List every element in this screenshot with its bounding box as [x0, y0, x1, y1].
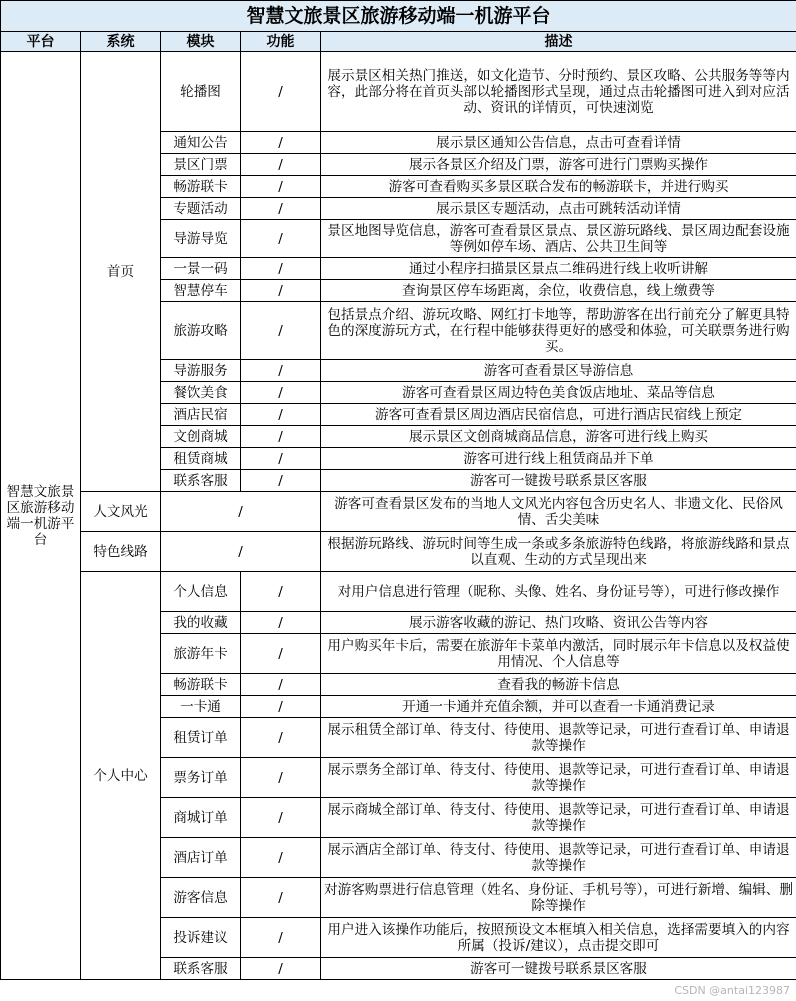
function-cell: /: [241, 176, 321, 198]
description-cell: 包括景点介绍、游玩攻略、网红打卡地等，帮助游客在出行前充分了解更具特色的深度游玩方式，在行程中能够获得更好的感受和体验，可关联票务进行购买。: [321, 302, 796, 360]
system-cell: 个人中心: [81, 572, 161, 980]
description-cell: 对用户信息进行管理（昵称、头像、姓名、身份证号等），可进行修改操作: [321, 572, 796, 612]
function-cell: /: [241, 132, 321, 154]
description-cell: 对游客购票进行信息管理（姓名、身份证、手机号等），可进行新增、编辑、删除等操作: [321, 878, 796, 918]
description-cell: 游客可一键拨号联系景区客服: [321, 470, 796, 492]
function-cell: /: [241, 634, 321, 674]
module-cell: /: [161, 532, 321, 572]
table-row: [1, 572, 796, 612]
description-cell: 用户进入该操作功能后，按照预设文本框填入相关信息，选择需要填入的内容所属（投诉/建议），点击提交即可: [321, 918, 796, 958]
module-cell: 我的收藏: [161, 612, 241, 634]
header-description: 描述: [321, 32, 796, 52]
module-cell: 景区门票: [161, 154, 241, 176]
module-cell: 畅游联卡: [161, 674, 241, 696]
function-cell: /: [241, 404, 321, 426]
module-cell: 畅游联卡: [161, 176, 241, 198]
function-cell: /: [241, 302, 321, 360]
function-cell: /: [241, 52, 321, 132]
header-system: 系统: [81, 32, 161, 52]
function-cell: /: [241, 154, 321, 176]
function-cell: /: [241, 838, 321, 878]
description-cell: 游客可查看购买多景区联合发布的畅游联卡，并进行购买: [321, 176, 796, 198]
module-cell: 酒店订单: [161, 838, 241, 878]
module-cell: 酒店民宿: [161, 404, 241, 426]
description-cell: 展示各景区介绍及门票，游客可进行门票购买操作: [321, 154, 796, 176]
function-cell: /: [241, 280, 321, 302]
module-cell: 租赁商城: [161, 448, 241, 470]
module-cell: 个人信息: [161, 572, 241, 612]
module-cell: 智慧停车: [161, 280, 241, 302]
function-cell: /: [241, 918, 321, 958]
module-cell: 导游导览: [161, 220, 241, 258]
function-cell: /: [241, 360, 321, 382]
table-row: [1, 52, 796, 132]
description-cell: 游客可一键拨号联系景区客服: [321, 958, 796, 980]
module-cell: 旅游年卡: [161, 634, 241, 674]
module-cell: 一景一码: [161, 258, 241, 280]
description-cell: 展示景区专题活动，点击可跳转活动详情: [321, 198, 796, 220]
header-platform: 平台: [1, 32, 81, 52]
description-cell: 展示景区相关热门推送，如文化造节、分时预约、景区攻略、公共服务等等内容，此部分将在首页头部以轮播图形式呈现，通过点击轮播图可进入到对应活动、资讯的详情页，可快速浏览: [321, 52, 796, 132]
module-cell: 联系客服: [161, 958, 241, 980]
module-cell: 文创商城: [161, 426, 241, 448]
description-cell: 展示景区文创商城商品信息，游客可进行线上购买: [321, 426, 796, 448]
description-cell: 游客可查看景区导游信息: [321, 360, 796, 382]
table-row: [1, 532, 796, 572]
table-body: [1, 52, 796, 980]
description-cell: 查看我的畅游卡信息: [321, 674, 796, 696]
module-cell: 旅游攻略: [161, 302, 241, 360]
description-cell: 游客可查看景区周边酒店民宿信息，可进行酒店民宿线上预定: [321, 404, 796, 426]
function-cell: /: [241, 470, 321, 492]
description-cell: 展示游客收藏的游记、热门攻略、资讯公告等内容: [321, 612, 796, 634]
module-cell: 通知公告: [161, 132, 241, 154]
description-cell: 展示景区通知公告信息，点击可查看详情: [321, 132, 796, 154]
watermark: CSDN @antai123987: [674, 984, 790, 997]
module-cell: /: [161, 492, 321, 532]
function-cell: /: [241, 674, 321, 696]
module-cell: 导游服务: [161, 360, 241, 382]
description-cell: 用户购买年卡后，需要在旅游年卡菜单内激活，同时展示年卡信息以及权益使用情况、个人信息等: [321, 634, 796, 674]
description-cell: 查询景区停车场距离，余位，收费信息，线上缴费等: [321, 280, 796, 302]
header-row: [1, 32, 796, 52]
description-cell: 游客可查看景区周边特色美食饭店地址、菜品等信息: [321, 382, 796, 404]
module-cell: 游客信息: [161, 878, 241, 918]
function-cell: /: [241, 612, 321, 634]
function-cell: /: [241, 448, 321, 470]
system-cell: 首页: [81, 52, 161, 492]
module-cell: 联系客服: [161, 470, 241, 492]
description-cell: 景区地图导览信息，游客可查看景区景点、景区游玩路线、景区周边配套设施等例如停车场、酒店、公共卫生间等: [321, 220, 796, 258]
module-cell: 专题活动: [161, 198, 241, 220]
description-cell: 开通一卡通并充值余额，并可以查看一卡通消费记录: [321, 696, 796, 718]
header-function: 功能: [241, 32, 321, 52]
module-cell: 轮播图: [161, 52, 241, 132]
function-cell: /: [241, 426, 321, 448]
module-cell: 票务订单: [161, 758, 241, 798]
function-cell: /: [241, 758, 321, 798]
module-cell: 租赁订单: [161, 718, 241, 758]
description-cell: 展示票务全部订单、待支付、待使用、退款等记录，可进行查看订单、申请退款等操作: [321, 758, 796, 798]
header-module: 模块: [161, 32, 241, 52]
module-cell: 投诉建议: [161, 918, 241, 958]
module-cell: 餐饮美食: [161, 382, 241, 404]
description-cell: 游客可查看景区发布的当地人文风光内容包含历史名人、非遗文化、民俗风情、舌尖美味: [321, 492, 796, 532]
platform-cell: 智慧文旅景区旅游移动端一机游平台: [1, 52, 81, 980]
function-cell: /: [241, 572, 321, 612]
description-cell: 展示酒店全部订单、待支付、待使用、退款等记录，可进行查看订单、申请退款等操作: [321, 838, 796, 878]
function-cell: /: [241, 878, 321, 918]
description-cell: 根据游玩路线、游玩时间等生成一条或多条旅游特色线路，将旅游线路和景点以直观、生动的方式呈现出来: [321, 532, 796, 572]
system-cell: 特色线路: [81, 532, 161, 572]
table-row: [1, 492, 796, 532]
module-cell: 一卡通: [161, 696, 241, 718]
description-cell: 展示租赁全部订单、待支付、待使用、退款等记录，可进行查看订单、申请退款等操作: [321, 718, 796, 758]
function-cell: /: [241, 958, 321, 980]
function-cell: /: [241, 696, 321, 718]
function-cell: /: [241, 718, 321, 758]
module-cell: 商城订单: [161, 798, 241, 838]
description-cell: 通过小程序扫描景区景点二维码进行线上收听讲解: [321, 258, 796, 280]
function-cell: /: [241, 798, 321, 838]
system-cell: 人文风光: [81, 492, 161, 532]
function-cell: /: [241, 382, 321, 404]
description-cell: 游客可进行线上租赁商品并下单: [321, 448, 796, 470]
function-cell: /: [241, 258, 321, 280]
table-title: 智慧文旅景区旅游移动端一机游平台: [1, 1, 796, 32]
function-cell: /: [241, 198, 321, 220]
function-cell: /: [241, 220, 321, 258]
description-cell: 展示商城全部订单、待支付、待使用、退款等记录，可进行查看订单、申请退款等操作: [321, 798, 796, 838]
